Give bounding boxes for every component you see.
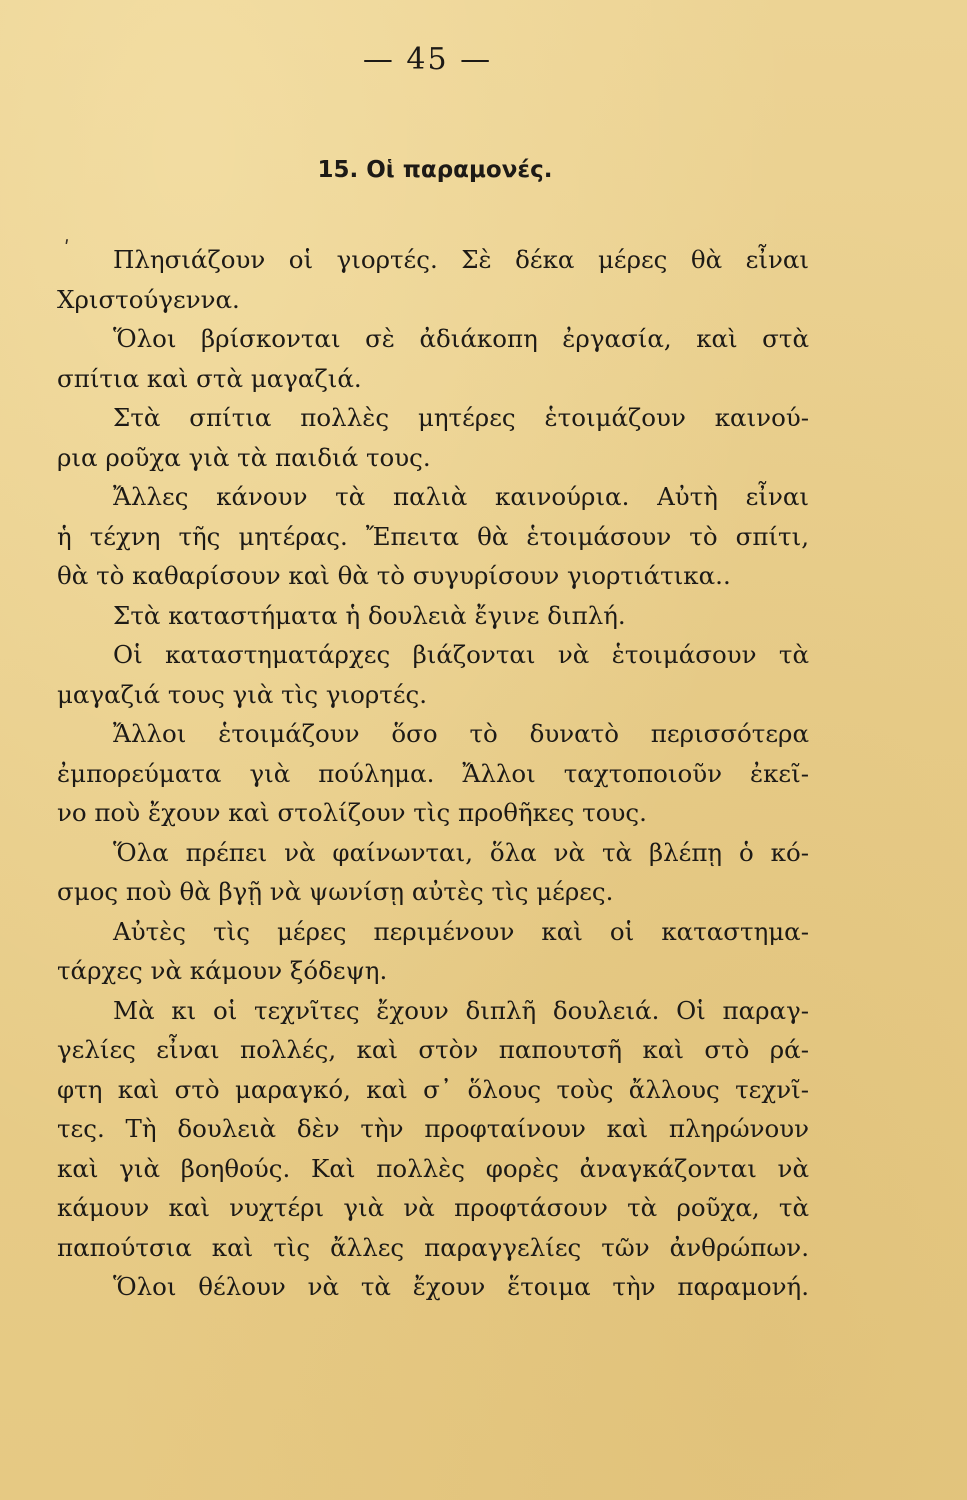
text-line: Ἄλλες κάνουν τὰ παλιὰ καινούρια. Αὐτὴ εἶναι	[113, 482, 809, 511]
text-line: κάμουν καὶ νυχτέρι γιὰ νὰ προφτάσουν τὰ ροῦχα, τὰ	[57, 1193, 809, 1222]
text-line: Οἱ καταστηματάρχες βιάζονται νὰ ἑτοιμάσουν τὰ	[113, 640, 809, 669]
text-line: σπίτια καὶ στὰ μαγαζιά.	[57, 363, 362, 393]
text-line: Ὅλοι βρίσκονται σὲ ἀδιάκοπη ἐργασία, καὶ στὰ	[113, 324, 809, 353]
text-line: γελίες εἶναι πολλές, καὶ στὸν παπουτσῆ καὶ στὸ ρά-	[57, 1035, 809, 1064]
text-line: σμος ποὺ θὰ βγῇ νὰ ψωνίσῃ αὐτὲς τὶς μέρες.	[57, 877, 614, 906]
text-line: ἡ τέχνη τῆς μητέρας. Ἔπειτα θὰ ἑτοιμάσουν τὸ σπίτι,	[57, 521, 809, 551]
text-line: ρια ροῦχα γιὰ τὰ παιδιά τους.	[57, 442, 431, 472]
text-line: Ὅλοι θέλουν νὰ τὰ ἔχουν ἕτοιμα τὴν παραμονή.	[113, 1272, 809, 1301]
text-line: νο ποὺ ἔχουν καὶ στολίζουν τὶς προθῆκες τους.	[57, 798, 647, 827]
text-line: μαγαζιά τους γιὰ τὶς γιορτές.	[57, 679, 427, 709]
chapter-title: 15. Οἱ παραμονές.	[317, 157, 553, 183]
text-line: θὰ τὸ καθαρίσουν καὶ θὰ τὸ συγυρίσουν γιορτιάτικα..	[57, 561, 731, 590]
text-line: Μὰ κι οἱ τεχνῖτες ἔχουν διπλῆ δουλειά. Οἱ παραγ-	[113, 995, 809, 1025]
text-line: Χριστούγεννα.	[57, 284, 240, 314]
text-line: Στὰ σπίτια πολλὲς μητέρες ἑτοιμάζουν καινού-	[113, 403, 809, 432]
text-line: ἐμπορεύματα γιὰ πούλημα. Ἄλλοι ταχτοποιοῦν ἐκεῖ-	[57, 758, 809, 788]
text-line: Στὰ καταστήματα ἡ δουλειὰ ἔγινε διπλή.	[113, 600, 626, 630]
margin-mark: ʹ	[64, 236, 70, 260]
text-line: Ὅλα πρέπει νὰ φαίνωνται, ὅλα νὰ τὰ βλέπῃ ὁ κό-	[113, 837, 809, 867]
text-line: τάρχες νὰ κάμουν ξόδεψη.	[57, 956, 388, 985]
text-line: καὶ γιὰ βοηθούς. Καὶ πολλὲς φορὲς ἀναγκάζονται νὰ	[57, 1153, 809, 1183]
text-line: Πλησιάζουν οἱ γιορτές. Σὲ δέκα μέρες θὰ εἶναι	[113, 245, 809, 274]
text-line: τες. Τὴ δουλειὰ δὲν τὴν προφταίνουν καὶ πληρώνουν	[57, 1114, 809, 1143]
text-line: Ἄλλοι ἑτοιμάζουν ὅσο τὸ δυνατὸ περισσότερα	[113, 719, 809, 748]
text-line: παπούτσια καὶ τὶς ἄλλες παραγγελίες τῶν ἀνθρώπων.	[57, 1232, 809, 1262]
text-line: φτη καὶ στὸ μαραγκό, καὶ σ᾽ ὅλους τοὺς ἄλλους τεχνῖ-	[57, 1074, 809, 1104]
page-number: — 45 —	[362, 42, 493, 77]
text-line: Αὐτὲς τὶς μέρες περιμένουν καὶ οἱ καταστημα-	[113, 916, 809, 946]
chapter-body	[57, 240, 809, 1307]
